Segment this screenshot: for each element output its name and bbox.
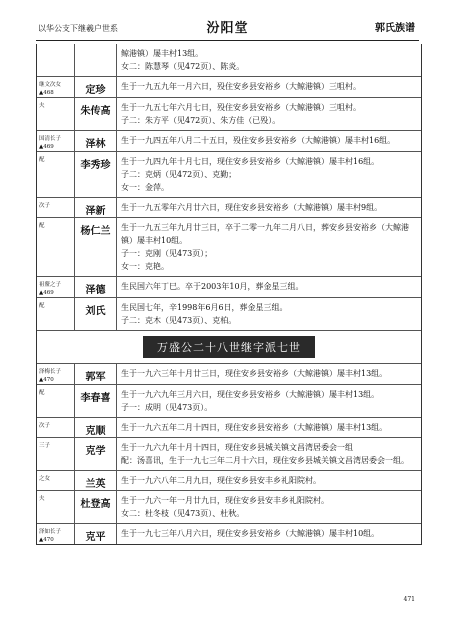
generation-banner: 万盛公二十八世继字派七世 xyxy=(143,336,315,358)
detail-line: 生于一九四九年十月七日，现住安乡县安裕乡（大鲸港镇）屡丰村16组。 xyxy=(121,157,380,166)
member-details xyxy=(117,277,421,297)
relation-label: 配 xyxy=(39,157,45,163)
source-page-ref: ▲469 xyxy=(39,290,54,296)
detail-line: 生民国六年丁巳。卒于2003年10月，葬金星三组。 xyxy=(121,282,304,291)
member-name: 李秀珍 xyxy=(75,152,117,197)
member-name: 泽新 xyxy=(75,198,117,217)
member-row xyxy=(37,130,421,151)
relation-label: 三子 xyxy=(39,443,51,449)
detail-line: 生于一九五七年六月七日，殁住安乡县安裕乡（大鲸港镇）三咀村。 xyxy=(121,103,361,112)
source-page-ref: ▲470 xyxy=(39,377,54,383)
header-rule xyxy=(36,40,419,41)
member-details xyxy=(117,385,421,417)
relation-cell xyxy=(37,298,75,330)
member-name: 朱传高 xyxy=(75,98,117,130)
member-details xyxy=(117,44,421,76)
source-page-ref: ▲468 xyxy=(39,90,54,96)
member-details xyxy=(117,418,421,437)
member-row xyxy=(37,523,421,544)
detail-line: 子二：克炳（见472页）、克勤； xyxy=(121,170,237,179)
member-row xyxy=(37,470,421,490)
relation-label: 继文次女 xyxy=(39,82,62,88)
relation-label: 泽如长子 xyxy=(39,529,62,535)
relation-cell xyxy=(37,218,75,276)
relation-cell xyxy=(37,418,75,437)
member-row xyxy=(37,97,421,130)
detail-line: 女二：陈慧琴（见472页）、陈炎。 xyxy=(121,62,245,71)
member-name: 泽德 xyxy=(75,277,117,297)
member-name: 泽林 xyxy=(75,131,117,151)
detail-line: 子一：克刚（见473页）； xyxy=(121,249,213,258)
member-name: 刘氏 xyxy=(75,298,117,330)
member-details xyxy=(117,152,421,197)
member-details xyxy=(117,77,421,97)
detail-line: 鲸港镇）屡丰村13组。 xyxy=(121,49,204,58)
member-name: 克顺 xyxy=(75,418,117,437)
member-name: 克平 xyxy=(75,524,117,544)
detail-line: 生于一九六八年二月九日，现住安乡县安丰乡礼阳院村。 xyxy=(121,476,321,485)
genealogy-table xyxy=(36,44,422,545)
member-name: 兰英 xyxy=(75,471,117,490)
detail-line: 生于一九四五年八月二十五日，殁住安乡县安裕乡（大鲸港镇）屡丰村16组。 xyxy=(121,136,396,145)
relation-cell xyxy=(37,131,75,151)
member-row xyxy=(37,297,421,330)
relation-label: 国清长子 xyxy=(39,136,62,142)
member-name: 杜登高 xyxy=(75,491,117,523)
member-row xyxy=(37,44,421,76)
member-row xyxy=(37,384,421,417)
header-book-title: 郭氏族谱 xyxy=(375,23,415,34)
detail-line: 生于一九六一年一月廿九日，现住安乡县安丰乡礼阳院村。 xyxy=(121,496,329,505)
detail-line: 生于一九七三年八月六日，现住安乡县安裕乡（大鲸港镇）屡丰村10组。 xyxy=(121,529,380,538)
member-details xyxy=(117,364,421,384)
detail-line: 子二：朱方平（见472页）、朱方佳（已殁）。 xyxy=(121,116,281,125)
member-row xyxy=(37,417,421,437)
relation-label: 泽梅长子 xyxy=(39,369,62,375)
relation-label: 配 xyxy=(39,390,45,396)
member-details xyxy=(117,198,421,217)
detail-line: 女一：金萍。 xyxy=(121,183,169,192)
relation-cell xyxy=(37,438,75,470)
member-row xyxy=(37,217,421,276)
page-number: 471 xyxy=(403,596,415,603)
detail-line: 生于一九五九年一月六日，殁住安乡县安裕乡（大鲸港镇）三咀村。 xyxy=(121,82,361,91)
relation-cell xyxy=(37,385,75,417)
header-hall-name: 汾阳堂 xyxy=(206,21,249,36)
relation-cell xyxy=(37,98,75,130)
relation-label: 配 xyxy=(39,223,45,229)
member-details xyxy=(117,298,421,330)
relation-label: 夫 xyxy=(39,103,45,109)
relation-cell xyxy=(37,471,75,490)
detail-line: 生于一九六五年二月十四日，现住安乡县安裕乡（大鲸港镇）屡丰村13组。 xyxy=(121,423,388,432)
member-details xyxy=(117,131,421,151)
relation-cell xyxy=(37,198,75,217)
relation-cell xyxy=(37,44,75,76)
relation-label: 配 xyxy=(39,303,45,309)
relation-label: 次子 xyxy=(39,203,51,209)
member-name: 李春喜 xyxy=(75,385,117,417)
detail-line: 生于一九五零年六月廿六日，现住安乡县安裕乡（大鲸港镇）屡丰村9组。 xyxy=(121,203,383,212)
header-lineage: 以华公支下继羲户世系 xyxy=(38,24,118,33)
source-page-ref: ▲469 xyxy=(39,144,54,150)
detail-line: 生于一九六九年十月十四日，现住安乡县城关镇文昌湾居委会一组 xyxy=(121,443,353,452)
member-row xyxy=(37,276,421,297)
relation-label: 祖鳌之子 xyxy=(39,282,62,288)
member-name: 定珍 xyxy=(75,77,117,97)
detail-line: 生于一九五三年九月廿三日，卒于二零一九年二月八日，葬安乡县安裕乡（大鲸港镇）屡丰村10组。 xyxy=(121,223,409,245)
detail-line: 子一：成明（见473页）。 xyxy=(121,403,213,412)
relation-cell xyxy=(37,152,75,197)
member-details xyxy=(117,491,421,523)
member-details xyxy=(117,524,421,544)
relation-label: 之女 xyxy=(39,476,51,482)
detail-line: 生于一九六三年十月廿三日，现住安乡县安裕乡（大鲸港镇）屡丰村13组。 xyxy=(121,369,388,378)
member-row xyxy=(37,151,421,197)
detail-line: 生民国七年，辛1998年6月6日，葬金星三组。 xyxy=(121,303,288,312)
relation-cell xyxy=(37,524,75,544)
generation-banner-row xyxy=(37,330,421,363)
member-row xyxy=(37,490,421,523)
member-details xyxy=(117,438,421,470)
detail-line: 女一：克艳。 xyxy=(121,262,169,271)
relation-label: 夫 xyxy=(39,496,45,502)
source-page-ref: ▲470 xyxy=(39,537,54,543)
detail-line: 配：汤喜讯，生于一九七三年二月十六日，现住安乡县城关镇文昌湾居委会一组。 xyxy=(121,456,409,465)
detail-line: 子二：克木（见473页）、克柏。 xyxy=(121,316,237,325)
member-row xyxy=(37,76,421,97)
member-row xyxy=(37,437,421,470)
member-name: 杨仁兰 xyxy=(75,218,117,276)
detail-line: 生于一九六九年三月六日，现住安乡县安裕乡（大鲸港镇）屡丰村13组。 xyxy=(121,390,380,399)
member-row xyxy=(37,197,421,217)
relation-cell xyxy=(37,364,75,384)
member-details xyxy=(117,218,421,276)
relation-cell xyxy=(37,491,75,523)
member-details xyxy=(117,471,421,490)
relation-label: 次子 xyxy=(39,423,51,429)
detail-line: 女二：杜冬枝（见473页）、杜秋。 xyxy=(121,509,245,518)
relation-cell xyxy=(37,277,75,297)
member-name xyxy=(75,44,117,76)
member-name: 克学 xyxy=(75,438,117,470)
relation-cell xyxy=(37,77,75,97)
member-details xyxy=(117,98,421,130)
member-name: 郭军 xyxy=(75,364,117,384)
member-row xyxy=(37,363,421,384)
